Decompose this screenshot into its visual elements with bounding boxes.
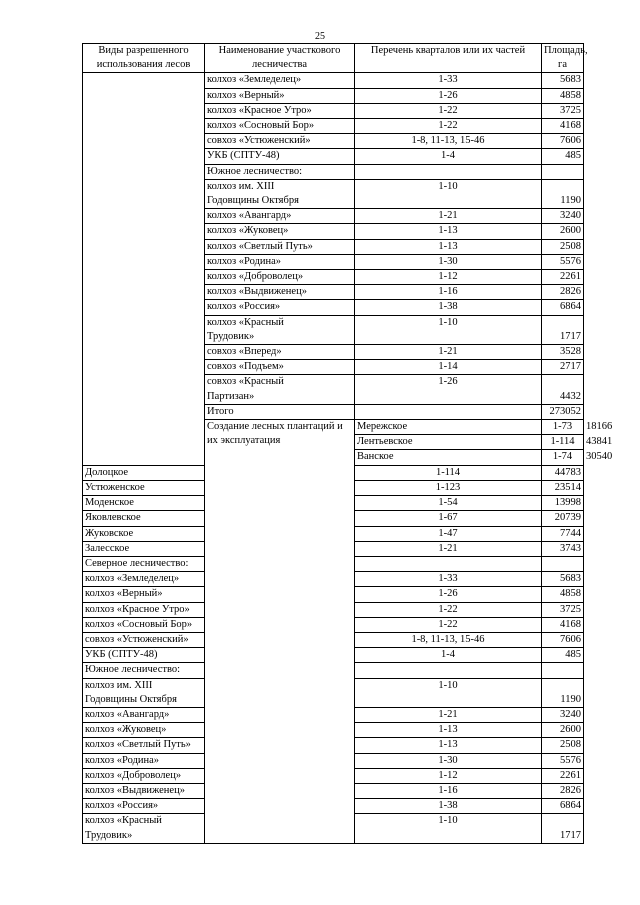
- quarters-cell: [355, 663, 542, 678]
- forestry-name: колхоз «Доброволец»: [205, 270, 355, 285]
- quarters-cell: 1-26: [355, 587, 542, 602]
- quarters-cell: 1-16: [355, 285, 542, 300]
- quarters-cell: 1-114: [542, 435, 584, 450]
- area-cell: 20739: [542, 511, 584, 526]
- area-cell: 1717: [542, 814, 584, 843]
- area-cell: 13998: [542, 496, 584, 511]
- forestry-name: Устюженское: [83, 480, 205, 495]
- quarters-cell: 1-8, 11-13, 15-46: [355, 134, 542, 149]
- total-area: 273052: [542, 404, 584, 419]
- forestry-name: совхоз «Вперед»: [205, 345, 355, 360]
- area-cell: 4432: [542, 375, 584, 404]
- quarters-cell: 1-21: [355, 345, 542, 360]
- area-cell: 7606: [542, 632, 584, 647]
- forestry-name: колхоз «Авангард»: [83, 707, 205, 722]
- area-cell: [542, 556, 584, 571]
- forestry-name: Залесское: [83, 541, 205, 556]
- forestry-name: [205, 315, 355, 344]
- quarters-cell: 1-38: [355, 799, 542, 814]
- quarters-cell: 1-33: [355, 572, 542, 587]
- area-cell: 1190: [542, 179, 584, 208]
- quarters-cell: 1-21: [355, 707, 542, 722]
- forestry-name: [83, 814, 205, 843]
- header-use-type: Виды разрешенного использования лесов: [83, 44, 205, 73]
- area-cell: 485: [542, 648, 584, 663]
- page-number: 25: [315, 31, 325, 42]
- quarters-cell: 1-30: [355, 254, 542, 269]
- forestry-name: колхоз «Светлый Путь»: [83, 738, 205, 753]
- forestry-name: колхоз «Верный»: [205, 88, 355, 103]
- area-cell: [542, 663, 584, 678]
- area-cell: 1190: [542, 678, 584, 707]
- area-cell: 6864: [542, 799, 584, 814]
- forestry-name: УКБ (СПТУ-48): [83, 648, 205, 663]
- south-forestry-heading: Южное лесничество:: [83, 663, 205, 678]
- forestry-name: Моденское: [83, 496, 205, 511]
- quarters-cell: 1-8, 11-13, 15-46: [355, 632, 542, 647]
- area-cell: 2600: [542, 723, 584, 738]
- area-cell: 2508: [542, 738, 584, 753]
- area-cell: 4168: [542, 617, 584, 632]
- forest-use-table: [82, 43, 613, 844]
- forestry-name: колхоз «Выдвиженец»: [205, 285, 355, 300]
- quarters-cell: 1-67: [355, 511, 542, 526]
- forestry-name: колхоз «Верный»: [83, 587, 205, 602]
- header-quarters: Перечень кварталов или их частей: [355, 44, 542, 73]
- forestry-name: Ванское: [355, 450, 542, 465]
- quarters-cell: 1-21: [355, 209, 542, 224]
- forestry-name: колхоз «Доброволец»: [83, 768, 205, 783]
- forestry-name: Лентьевское: [355, 435, 542, 450]
- north-forestry-heading: Северное лесничество:: [83, 556, 205, 571]
- south-forestry-heading: Южное лесничество:: [205, 164, 355, 179]
- quarters-cell: 1-10: [355, 315, 542, 344]
- area-cell: 3240: [542, 209, 584, 224]
- area-cell: 4858: [542, 88, 584, 103]
- table-row: [83, 73, 584, 88]
- quarters-cell: 1-10: [355, 678, 542, 707]
- table-header: [83, 44, 588, 73]
- area-cell: 2826: [542, 285, 584, 300]
- forestry-name: колхоз «Родина»: [83, 753, 205, 768]
- quarters-cell: 1-54: [355, 496, 542, 511]
- area-cell: 2261: [542, 270, 584, 285]
- area-cell: 4168: [542, 119, 584, 134]
- quarters-cell: 1-14: [355, 360, 542, 375]
- header-area: Площадь, га: [542, 44, 584, 73]
- area-cell: 5683: [542, 572, 584, 587]
- forestry-name: колхоз «Жуковец»: [205, 224, 355, 239]
- quarters-cell: 1-30: [355, 753, 542, 768]
- forestry-name: Долоцкое: [83, 465, 205, 480]
- area-cell: 485: [542, 149, 584, 164]
- area-cell: [542, 164, 584, 179]
- area-cell: 3725: [542, 602, 584, 617]
- area-cell: 3528: [542, 345, 584, 360]
- area-cell: 1717: [542, 315, 584, 344]
- forestry-name: [205, 179, 355, 208]
- forestry-name: [205, 375, 355, 404]
- area-cell: 3725: [542, 103, 584, 118]
- total-label: Итого: [205, 404, 355, 419]
- area-cell: 3240: [542, 707, 584, 722]
- forestry-name-line1: колхоз «Красный: [207, 316, 284, 328]
- header-forestry-name: Наименование участкового лесничества: [205, 44, 355, 73]
- forestry-name-line1: колхоз «Красный: [85, 815, 162, 827]
- quarters-cell: 1-21: [355, 541, 542, 556]
- area-cell: 6864: [542, 300, 584, 315]
- table-row: Создание лесных плантаций и их эксплуатация Мережское 1-73 18166: [83, 420, 584, 435]
- table-row: Лентьевское 1-114 43841: [83, 435, 584, 450]
- forestry-name: колхоз «Россия»: [205, 300, 355, 315]
- use-type-cell: Создание лесных плантаций и их эксплуатация: [205, 420, 355, 844]
- area-cell: 7606: [542, 134, 584, 149]
- forestry-name-line2: Годовщины Октября: [207, 195, 299, 207]
- forestry-name: Мережское: [355, 420, 542, 435]
- quarters-cell: 1-13: [355, 224, 542, 239]
- forestry-name: колхоз «Земледелец»: [205, 73, 355, 88]
- area-cell: 3743: [542, 541, 584, 556]
- use-type-cell-continued: [83, 73, 205, 465]
- quarters-cell: 1-22: [355, 602, 542, 617]
- quarters-cell: 1-10: [355, 814, 542, 843]
- forestry-name: Жуковское: [83, 526, 205, 541]
- quarters-cell: 1-73: [542, 420, 584, 435]
- forestry-name: совхоз «Устюженский»: [83, 632, 205, 647]
- area-cell: 2508: [542, 239, 584, 254]
- quarters-cell: 1-22: [355, 119, 542, 134]
- area-cell: 2261: [542, 768, 584, 783]
- area-cell: 5683: [542, 73, 584, 88]
- area-cell: 44783: [542, 465, 584, 480]
- quarters-cell: 1-33: [355, 73, 542, 88]
- quarters-cell: 1-4: [355, 149, 542, 164]
- forestry-name: колхоз «Красное Утро»: [83, 602, 205, 617]
- forestry-name: колхоз «Сосновый Бор»: [205, 119, 355, 134]
- quarters-cell: 1-13: [355, 239, 542, 254]
- forestry-name: Яковлевское: [83, 511, 205, 526]
- forestry-name: колхоз «Авангард»: [205, 209, 355, 224]
- quarters-cell: [355, 556, 542, 571]
- area-cell: 2717: [542, 360, 584, 375]
- area-cell: 2826: [542, 783, 584, 798]
- quarters-cell: [355, 404, 542, 419]
- forestry-name-line1: колхоз им. XIII: [207, 180, 275, 192]
- area-cell: 2600: [542, 224, 584, 239]
- forestry-name: колхоз «Выдвиженец»: [83, 783, 205, 798]
- quarters-cell: 1-47: [355, 526, 542, 541]
- forestry-name: колхоз «Земледелец»: [83, 572, 205, 587]
- quarters-cell: 1-12: [355, 768, 542, 783]
- area-cell: 5576: [542, 753, 584, 768]
- table-row: Ванское 1-74 30540: [83, 450, 584, 465]
- forestry-name-line2: Годовщины Октября: [85, 693, 177, 705]
- quarters-cell: 1-16: [355, 783, 542, 798]
- quarters-cell: 1-4: [355, 648, 542, 663]
- quarters-cell: 1-22: [355, 617, 542, 632]
- quarters-cell: 1-10: [355, 179, 542, 208]
- quarters-cell: 1-38: [355, 300, 542, 315]
- forestry-name: колхоз «Россия»: [83, 799, 205, 814]
- forestry-name-line2: Трудовик»: [207, 330, 255, 342]
- area-cell: 23514: [542, 480, 584, 495]
- area-cell: 7744: [542, 526, 584, 541]
- area-cell: 4858: [542, 587, 584, 602]
- quarters-cell: 1-74: [542, 450, 584, 465]
- header-row: [83, 44, 584, 73]
- forestry-name-line1: колхоз им. XIII: [85, 679, 153, 691]
- quarters-cell: 1-12: [355, 270, 542, 285]
- forestry-name: колхоз «Сосновый Бор»: [83, 617, 205, 632]
- forestry-name: [83, 678, 205, 707]
- forestry-name-line2: Трудовик»: [85, 829, 133, 841]
- quarters-cell: 1-13: [355, 738, 542, 753]
- quarters-cell: 1-26: [355, 88, 542, 103]
- area-cell: 5576: [542, 254, 584, 269]
- quarters-cell: 1-114: [355, 465, 542, 480]
- table-body: [83, 73, 613, 843]
- forestry-name: колхоз «Родина»: [205, 254, 355, 269]
- quarters-cell: 1-26: [355, 375, 542, 404]
- forestry-name: УКБ (СПТУ-48): [205, 149, 355, 164]
- forestry-name: совхоз «Устюженский»: [205, 134, 355, 149]
- quarters-cell: 1-123: [355, 480, 542, 495]
- quarters-cell: 1-22: [355, 103, 542, 118]
- forestry-name-line1: совхоз «Красный: [207, 376, 284, 388]
- quarters-cell: [355, 164, 542, 179]
- forestry-name: колхоз «Красное Утро»: [205, 103, 355, 118]
- forestry-name: совхоз «Подъем»: [205, 360, 355, 375]
- quarters-cell: 1-13: [355, 723, 542, 738]
- forestry-name-line2: Партизан»: [207, 390, 255, 402]
- forestry-name: колхоз «Жуковец»: [83, 723, 205, 738]
- forestry-name: колхоз «Светлый Путь»: [205, 239, 355, 254]
